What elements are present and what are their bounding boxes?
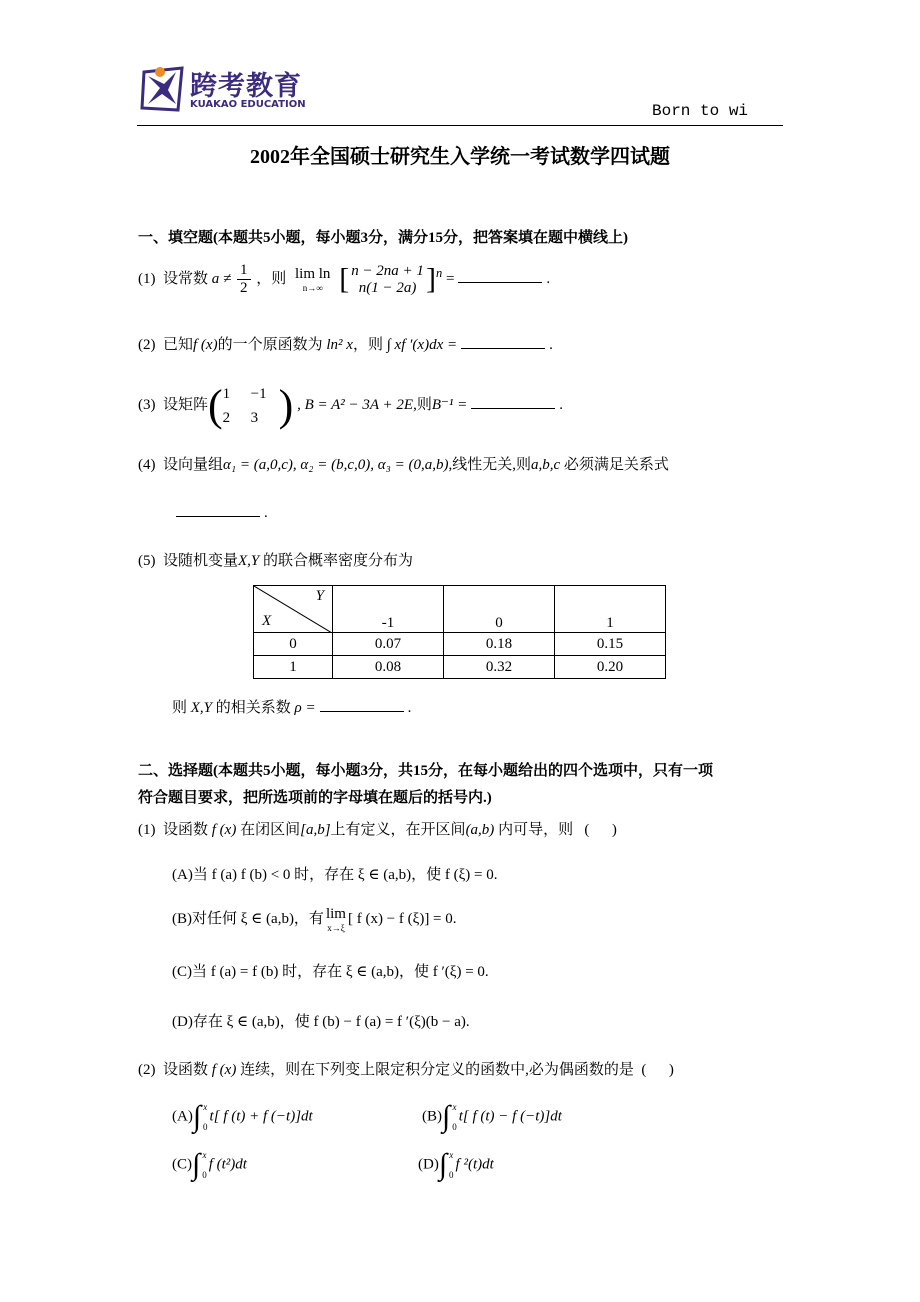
question-1-5: (5) 设随机变量X,Y 的联合概率密度分布为	[138, 553, 414, 569]
question-1-4-answer: .	[172, 505, 268, 522]
question-1-2: (2) 已知f (x)的一个原函数为 ln² x，则 ∫ xf ′(x)dx = .	[138, 337, 553, 353]
section2-heading-cont: 符合题目要求，把所选项前的字母填在题后的括号内.)	[138, 790, 492, 806]
option-c: (C)∫ x 0 f (t²)dt	[172, 1148, 247, 1181]
table-row: 1 0.08 0.32 0.20	[254, 656, 666, 679]
question-1-4: (4) 设向量组α₁ = (a,0,c), α₂ = (b,c,0), α₃ = (0,a,b),线性无关,则a,b,c 必须满足关系式	[138, 457, 669, 473]
header-divider	[137, 125, 783, 126]
question-1-3: (3) 设矩阵( 1 −1 2 3 ) , B = A² − 3A + 2E,则B⁻¹ = .	[138, 381, 564, 430]
question-1-5-answer: 则 X,Y 的相关系数 ρ = .	[172, 700, 412, 716]
answer-parentheses[interactable]: ( )	[641, 1062, 674, 1078]
column-header: 1	[555, 586, 666, 633]
section1-heading: 一、填空题(本题共5小题，每小题3分，满分15分，把答案填在题中横线上)	[138, 230, 628, 246]
answer-blank[interactable]	[176, 516, 260, 517]
column-header: -1	[333, 586, 444, 633]
question-2-2: (2) 设函数 f (x) 连续，则在下列变上限定积分定义的函数中,必为偶函数的是 ( )	[138, 1062, 674, 1078]
header-motto: Born to wi	[652, 102, 749, 120]
table-row: 0 0.07 0.18 0.15	[254, 633, 666, 656]
answer-blank[interactable]	[320, 711, 404, 712]
question-2-1: (1) 设函数 f (x) 在闭区间[a,b]上有定义，在开区间(a,b) 内可导，则 ( )	[138, 822, 617, 838]
section2-heading: 二、选择题(本题共5小题，每小题3分，共15分，在每小题给出的四个选项中，只有一项	[138, 763, 713, 779]
option-a: (A)当 f (a) f (b) < 0 时，存在 ξ ∈ (a,b)，使 f (ξ) = 0.	[172, 867, 498, 883]
option-b: (B)对任何 ξ ∈ (a,b)，有 lim x→ξ [ f (x) − f (ξ)] = 0.	[172, 906, 457, 933]
matrix-a: 1 −1 2 3	[222, 385, 267, 426]
option-b: (B)∫ x 0 t[ f (t) − f (−t)]dt	[422, 1100, 562, 1133]
logo-star-icon	[140, 64, 186, 114]
joint-distribution-table	[253, 585, 666, 679]
question-1-1: (1) 设常数 a ≠ $\frac{1}{2}$ ，则 lim ln n→∞ [ n − 2na + 1 n(1 − 2a) ]$^n$ = .	[138, 262, 551, 296]
answer-blank[interactable]	[461, 348, 545, 349]
answer-parentheses[interactable]: ( )	[584, 822, 617, 838]
option-d: (D)∫ x 0 f ²(t)dt	[418, 1148, 494, 1181]
option-a: (A)∫ x 0 t[ f (t) + f (−t)]dt	[172, 1100, 313, 1133]
option-c: (C)当 f (a) = f (b) 时，存在 ξ ∈ (a,b)，使 f ′(ξ) = 0.	[172, 964, 489, 980]
table-corner-cell: Y X	[254, 586, 333, 633]
kuakao-logo: 跨考教育 KUAKAO EDUCATION	[140, 64, 320, 116]
page-title: 2002年全国硕士研究生入学统一考试数学四试题	[250, 146, 670, 168]
column-header: 0	[444, 586, 555, 633]
answer-blank[interactable]	[471, 408, 555, 409]
answer-blank[interactable]	[458, 282, 542, 283]
option-d: (D)存在 ξ ∈ (a,b)，使 f (b) − f (a) = f ′(ξ)(b − a).	[172, 1014, 470, 1030]
